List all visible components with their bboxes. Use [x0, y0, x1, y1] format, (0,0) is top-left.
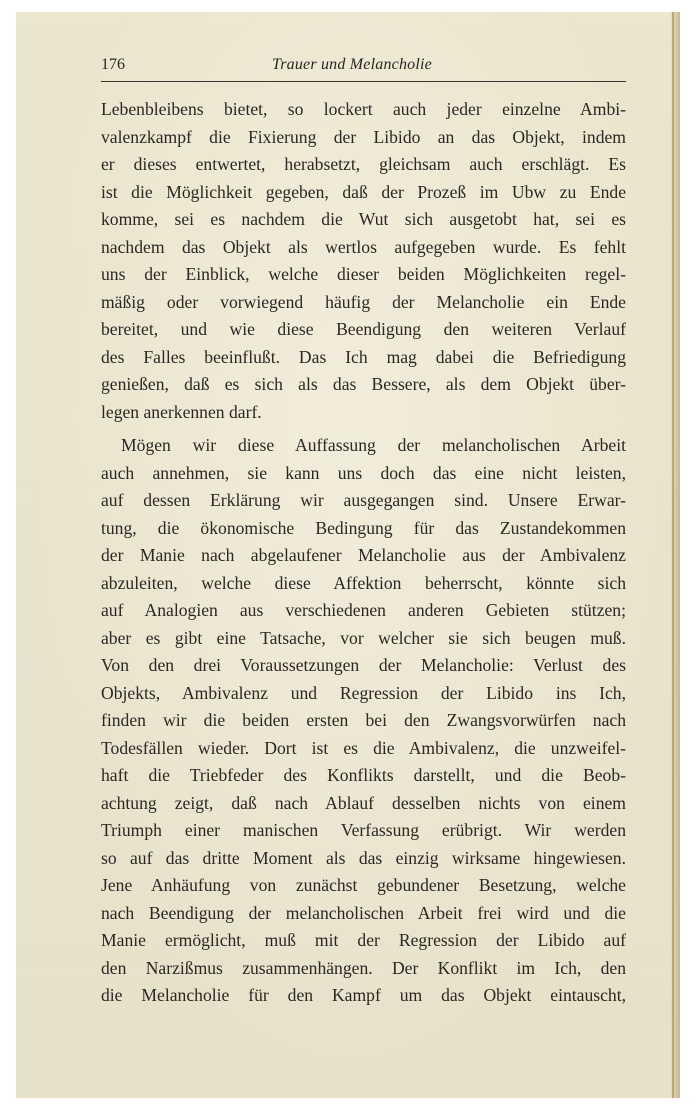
- text-line: ist die Möglichkeit gegeben, daß der Prozeß im Ubw zu Ende: [101, 181, 626, 202]
- text-line: Lebenbleibens bietet, so lockert auch jeder einzelne Ambi-: [101, 99, 626, 119]
- header-rule: [101, 81, 626, 82]
- text-line: Objekts, Ambivalenz und Regression der Libido ins Ich,: [101, 682, 626, 703]
- text-line: er dieses entwertet, herabsetzt, gleichsam auch erschlägt. Es: [101, 154, 626, 174]
- text-line: haft die Triebfeder des Konflikts darstellt, und die Beob-: [101, 765, 626, 785]
- spine-edge: [672, 12, 674, 1098]
- text-line: Jene Anhäufung von zunächst gebundener Besetzung, welche: [101, 875, 626, 895]
- text-line: so auf das dritte Moment als das einzig wirksame hingewiesen.: [101, 847, 626, 868]
- text-line: Von den drei Voraussetzungen der Melancholie: Verlust des: [101, 655, 626, 675]
- text-line: abzuleiten, welche diese Affektion beherrscht, könnte sich: [101, 572, 626, 593]
- text-line: komme, sei es nachdem die Wut sich ausgetobt hat, sei es: [101, 209, 626, 229]
- text-line: genießen, daß es sich als das Bessere, als dem Objekt über-: [101, 374, 626, 394]
- text-line: nachdem das Objekt als wertlos aufgegeben wurde. Es fehlt: [101, 236, 626, 257]
- text-line: die Melancholie für den Kampf um das Objekt eintauscht,: [101, 985, 626, 1005]
- text-line: mäßig oder vorwiegend häufig der Melancholie ein Ende: [101, 291, 626, 312]
- text-line: finden wir die beiden ersten bei den Zwangsvorwürfen nach: [101, 710, 626, 730]
- text-line: aber es gibt eine Tatsache, vor welcher sie sich beugen muß.: [101, 627, 626, 648]
- text-line: Manie ermöglicht, muß mit der Regression der Libido auf: [101, 930, 626, 950]
- text-line: bereitet, und wie diese Beendigung den weiteren Verlauf: [101, 319, 626, 339]
- body-text: [101, 96, 626, 1010]
- text-line: legen anerkennen darf.: [101, 401, 262, 422]
- page-header: [82, 55, 628, 79]
- text-line: valenzkampf die Fixierung der Libido an das Objekt, indem: [101, 126, 626, 147]
- text-line: uns der Einblick, welche dieser beiden Möglichkeiten regel-: [101, 264, 626, 284]
- text-line: auf dessen Erklärung wir ausgegangen sind. Unsere Erwar-: [101, 490, 626, 510]
- text-line: den Narzißmus zusammenhängen. Der Konflikt im Ich, den: [101, 957, 626, 978]
- text-line: Mögen wir diese Auffassung der melancholischen Arbeit: [121, 435, 626, 455]
- paragraph-1: [101, 96, 626, 426]
- text-line: Todesfällen wieder. Dort ist es die Ambivalenz, die unzweifel-: [101, 737, 626, 758]
- text-line: des Falles beeinflußt. Das Ich mag dabei die Befriedigung: [101, 346, 626, 367]
- page-number: 176: [101, 56, 125, 73]
- text-line: achtung zeigt, daß nach Ablauf desselben nichts von einem: [101, 792, 626, 813]
- text-line: auf Analogien aus verschiedenen anderen Gebieten stützen;: [101, 600, 626, 620]
- text-line: auch annehmen, sie kann uns doch das eine nicht leisten,: [101, 462, 626, 483]
- running-head: Trauer und Melancholie: [272, 56, 432, 73]
- text-line: nach Beendigung der melancholischen Arbeit frei wird und die: [101, 902, 626, 923]
- text-line: Triumph einer manischen Verfassung erübrigt. Wir werden: [101, 820, 626, 840]
- text-line: der Manie nach abgelaufener Melancholie aus der Ambivalenz: [101, 545, 626, 565]
- text-line: tung, die ökonomische Bedingung für das Zustandekommen: [101, 517, 626, 538]
- paragraph-2: [101, 432, 626, 1010]
